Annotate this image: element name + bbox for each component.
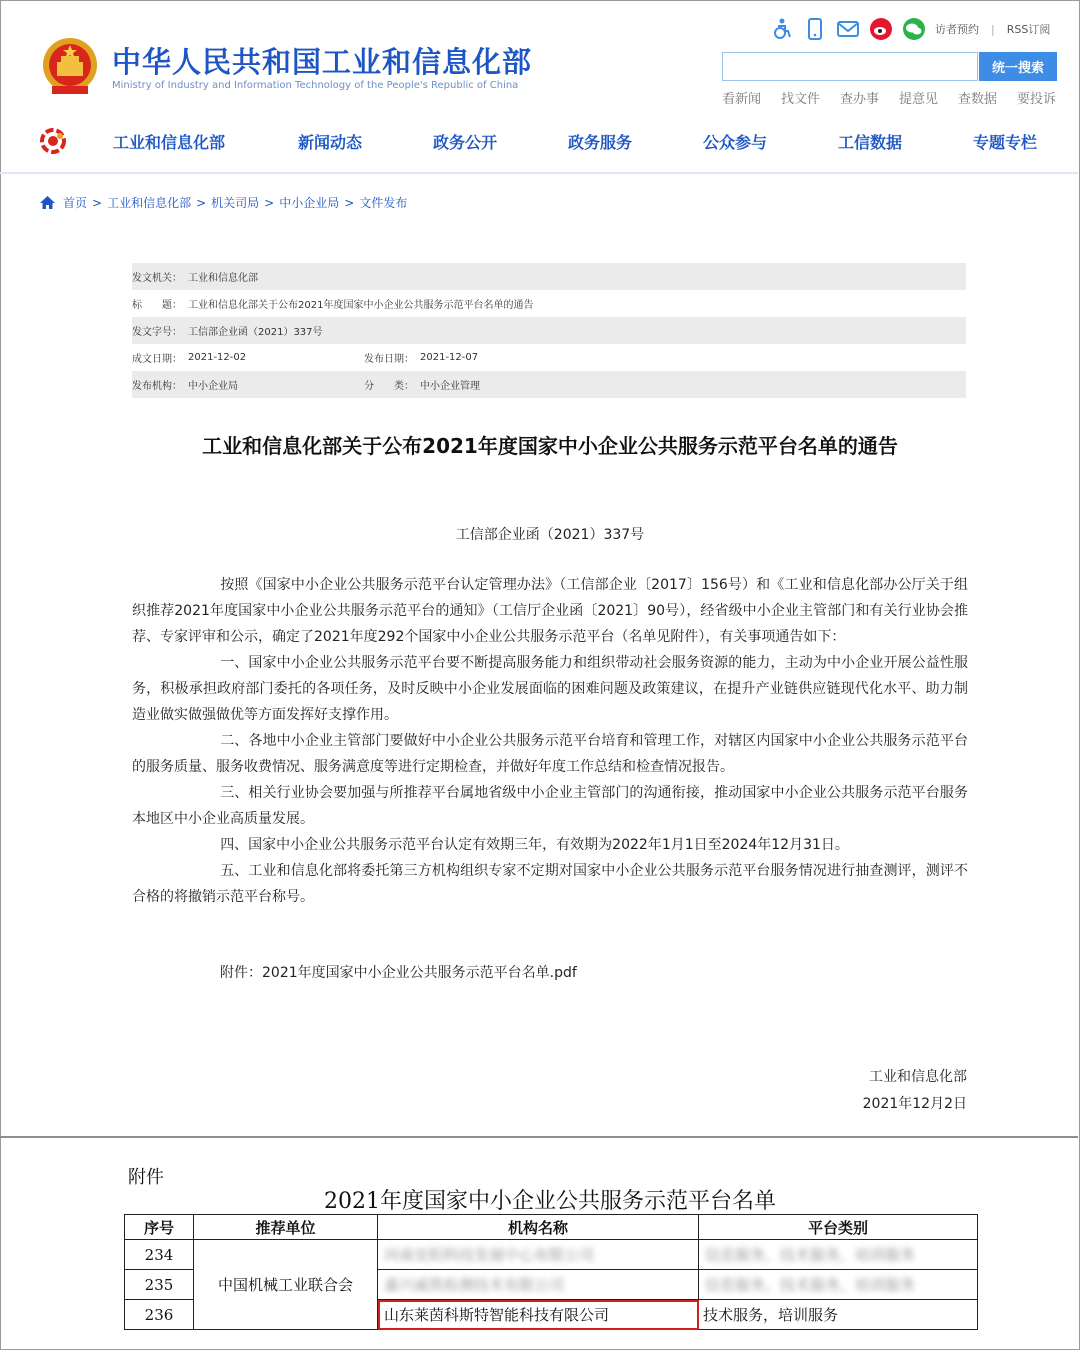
table-row xyxy=(125,1240,978,1270)
miit-logo-icon[interactable] xyxy=(38,126,68,156)
platform-type-blurred: 信息服务，技术服务，培训服务 xyxy=(705,1276,916,1294)
recommender-cell: 中国机械工业联合会 xyxy=(194,1240,378,1330)
platform-type-cell xyxy=(699,1240,978,1270)
annex-title: 2021年度国家中小企业公共服务示范平台名单 xyxy=(324,1189,776,1214)
header-recommender: 推荐单位 xyxy=(194,1215,378,1240)
meta-row-docno xyxy=(132,317,966,344)
quick-link-services[interactable]: 查办事 xyxy=(839,92,879,107)
row-no: 234 xyxy=(125,1240,194,1270)
org-name: 山东莱茵科斯特智能科技有限公司 xyxy=(384,1306,610,1324)
document-number: 工信部企业函（2021）337号 xyxy=(455,527,645,543)
quick-link-suggestions[interactable]: 提意见 xyxy=(898,92,938,107)
document-body xyxy=(132,572,968,910)
nav-item-topics[interactable]: 专题专栏 xyxy=(973,133,1038,152)
nav-item-gov-affairs[interactable]: 政务公开 xyxy=(433,133,498,152)
meta-agency-value: 中小企业局 xyxy=(188,381,238,392)
org-name-cell xyxy=(378,1270,699,1300)
quick-links xyxy=(712,88,1066,107)
breadcrumb-arrow-icon: > xyxy=(196,195,207,210)
breadcrumb-arrow-icon: > xyxy=(92,195,103,210)
unified-search-button[interactable]: 统一搜索 xyxy=(979,52,1057,81)
meta-row-issuer xyxy=(132,263,966,290)
header-platform-type: 平台类别 xyxy=(699,1215,978,1240)
meta-row-agency xyxy=(132,371,966,398)
breadcrumb-departments[interactable]: 机关司局 xyxy=(211,196,260,210)
meta-agency-label: 发布机构： xyxy=(132,381,182,392)
meta-category-value: 中小企业管理 xyxy=(420,381,480,392)
meta-row-title xyxy=(132,290,966,317)
org-name-blurred: 嘉兴威凯检测技术有限公司 xyxy=(384,1276,565,1294)
meta-created-label: 成文日期： xyxy=(132,354,182,365)
platform-type: 技术服务，培训服务 xyxy=(703,1306,839,1324)
breadcrumb-home[interactable]: 首页 xyxy=(63,196,88,210)
nav-item-data[interactable]: 工信数据 xyxy=(838,133,903,152)
document-paragraph: 四、国家中小企业公共服务示范平台认定有效期三年，有效期为2022年1月1日至2024年12月31日。 xyxy=(220,837,849,853)
row-no: 236 xyxy=(125,1300,194,1330)
nav-item-miit[interactable]: 工业和信息化部 xyxy=(113,133,226,152)
breadcrumb-miit[interactable]: 工业和信息化部 xyxy=(107,196,192,210)
wechat-icon[interactable] xyxy=(902,17,926,41)
header-org-name: 机构名称 xyxy=(378,1215,699,1240)
signature-org: 工业和信息化部 xyxy=(869,1069,967,1085)
mobile-icon[interactable] xyxy=(803,17,827,41)
org-name-cell-highlighted xyxy=(378,1300,699,1330)
quick-link-news[interactable]: 看新闻 xyxy=(721,92,761,107)
quick-link-data[interactable]: 查数据 xyxy=(957,92,997,107)
platform-type-cell xyxy=(699,1300,978,1330)
site-subtitle: Ministry of Industry and Information Technology of the People's Republic of China xyxy=(112,80,519,91)
org-name-cell xyxy=(378,1240,699,1270)
meta-published-value: 2021-12-07 xyxy=(420,352,479,363)
visitor-booking-link[interactable]: 访者预约 xyxy=(935,23,979,36)
document-paragraph: 二、各地中小企业主管部门要做好中小企业公共服务示范平台培育和管理工作，对辖区内国家中小企业公共服务示范平台的服务质量、服务收费情况、服务满意度等进行定期检查，并做好年度工作总结和检查情况报告。 xyxy=(132,733,968,775)
meta-title-value: 工业和信息化部关于公布2021年度国家中小企业公共服务示范平台名单的通告 xyxy=(188,300,534,311)
nav-item-news[interactable]: 新闻动态 xyxy=(298,133,363,152)
attachment-link[interactable]: 附件：2021年度国家中小企业公共服务示范平台名单.pdf xyxy=(220,965,577,981)
header-tools xyxy=(770,16,1050,42)
quick-link-complaints[interactable]: 要投诉 xyxy=(1016,92,1056,107)
meta-title-label: 标 题： xyxy=(132,300,182,311)
breadcrumb-arrow-icon: > xyxy=(344,195,355,210)
search-input[interactable] xyxy=(722,52,978,81)
org-name-blurred: 河南安阳科技发展中心有限公司 xyxy=(384,1246,595,1264)
breadcrumb xyxy=(40,194,407,211)
header-divider xyxy=(0,172,1078,174)
mail-icon[interactable] xyxy=(836,17,860,41)
accessibility-icon[interactable] xyxy=(770,17,794,41)
meta-published-label: 发布日期： xyxy=(364,354,414,365)
site-title: 中华人民共和国工业和信息化部 xyxy=(112,45,533,79)
meta-docno-label: 发文字号： xyxy=(132,327,182,338)
meta-issuer-value: 工业和信息化部 xyxy=(188,273,258,284)
tools-separator: | xyxy=(991,22,995,36)
breadcrumb-sme-bureau[interactable]: 中小企业局 xyxy=(279,196,340,210)
breadcrumb-arrow-icon: > xyxy=(264,195,275,210)
quick-link-files[interactable]: 找文件 xyxy=(780,92,820,107)
platform-type-cell xyxy=(699,1270,978,1300)
nav-item-participation[interactable]: 公众参与 xyxy=(703,133,768,152)
document-title: 工业和信息化部关于公布2021年度国家中小企业公共服务示范平台名单的通告 xyxy=(202,434,898,458)
weibo-icon[interactable] xyxy=(869,17,893,41)
platform-list-table xyxy=(124,1214,978,1330)
section-divider xyxy=(0,1136,1078,1138)
document-paragraph: 五、工业和信息化部将委托第三方机构组织专家不定期对国家中小企业公共服务示范平台服务情况进行抽查测评，测评不合格的将撤销示范平台称号。 xyxy=(132,863,968,905)
document-paragraph: 按照《国家中小企业公共服务示范平台认定管理办法》（工信部企业〔2017〕156号）和《工业和信息化部办公厅关于组织推荐2021年度国家中小企业公共服务示范平台的通知》（工信厅企业函〔2021〕90号），经省级中小企业主管部门和有关行业协会推荐、专家评审和公示，确定了2021年度292个国家中小企业公共服务示范平台（名单见附件），有关事项通告如下： xyxy=(132,577,968,645)
nav-item-gov-services[interactable]: 政务服务 xyxy=(568,133,633,152)
header-no: 序号 xyxy=(125,1215,194,1240)
platform-type-blurred: 信息服务，技术服务，培训服务 xyxy=(705,1246,916,1264)
meta-issuer-label: 发文机关： xyxy=(132,273,182,284)
row-no: 235 xyxy=(125,1270,194,1300)
meta-docno-value: 工信部企业函（2021）337号 xyxy=(188,327,323,338)
rss-link[interactable]: RSS订阅 xyxy=(1006,23,1051,36)
annex-label: 附件 xyxy=(128,1167,164,1188)
national-emblem-icon xyxy=(40,36,100,98)
meta-row-dates xyxy=(132,344,966,371)
table-header-row xyxy=(125,1215,978,1240)
document-metadata xyxy=(132,263,966,398)
document-paragraph: 一、国家中小企业公共服务示范平台要不断提高服务能力和组织带动社会服务资源的能力，主动为中小企业开展公益性服务，积极承担政府部门委托的各项任务，及时反映中小企业发展面临的困难问题及政策建议，在提升产业链供应链现代化水平、助力制造业做实做强做优等方面发挥好支撑作用。 xyxy=(132,655,968,723)
home-icon[interactable] xyxy=(40,196,55,209)
breadcrumb-documents[interactable]: 文件发布 xyxy=(359,196,408,210)
document-paragraph: 三、相关行业协会要加强与所推荐平台属地省级中小企业主管部门的沟通衔接，推动国家中小企业公共服务示范平台服务本地区中小企业高质量发展。 xyxy=(132,785,968,827)
signature-date: 2021年12月2日 xyxy=(862,1096,967,1112)
meta-category-label: 分 类： xyxy=(364,381,414,392)
meta-created-value: 2021-12-02 xyxy=(188,352,247,363)
main-nav xyxy=(0,118,1078,168)
